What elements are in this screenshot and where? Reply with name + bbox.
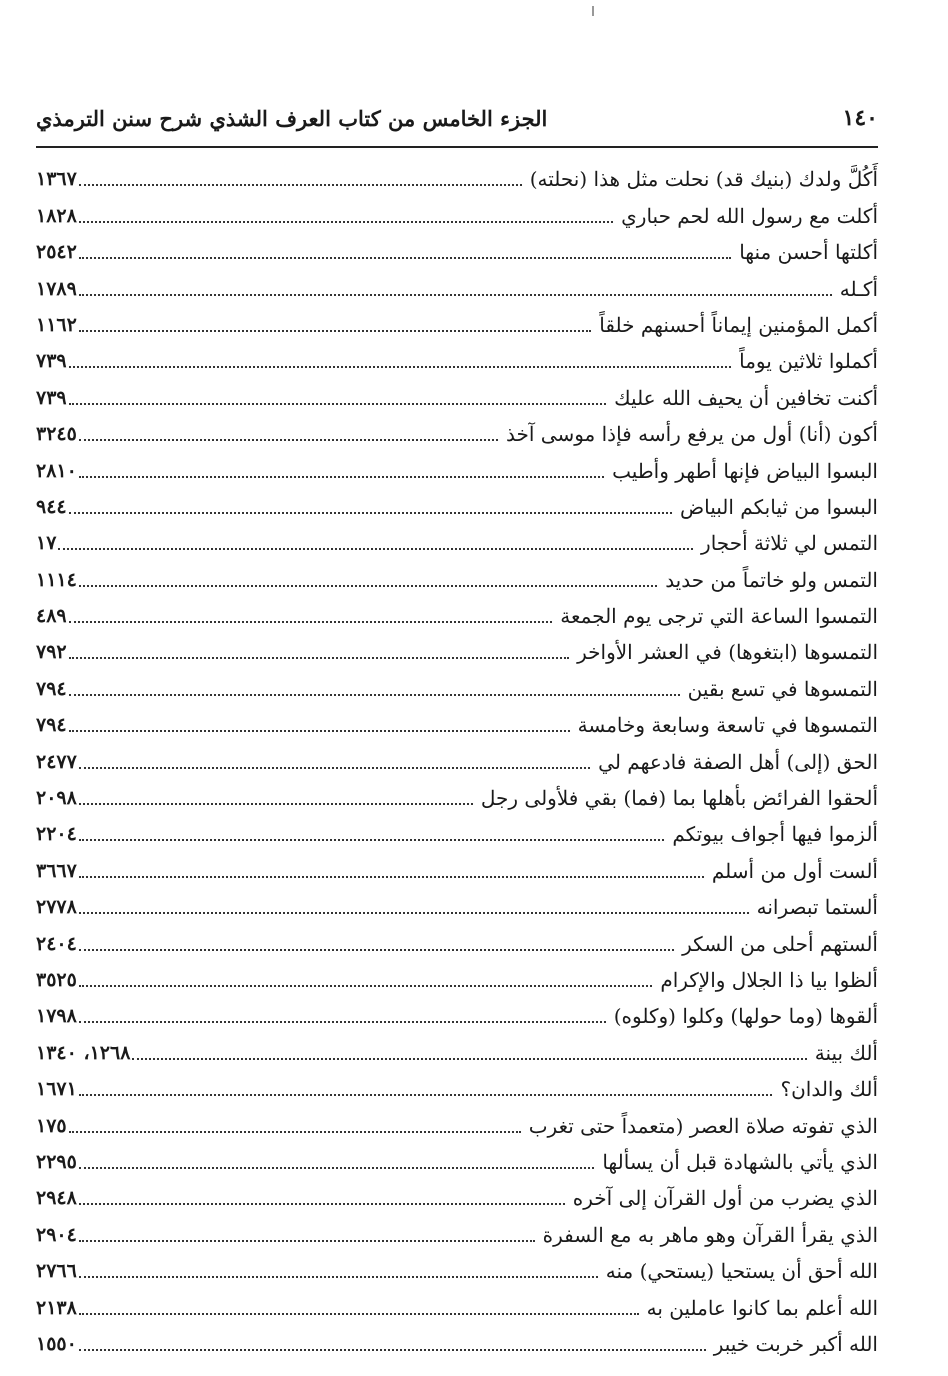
hadith-text: ألستهم أحلى من السكر [682, 931, 878, 956]
hadith-text: البسوا البياض فإنها أطهر وأطيب [612, 458, 878, 483]
page-number: ١٤٠ [842, 105, 878, 131]
hadith-number: ٧٣٩ [36, 350, 67, 373]
hadith-number: ٢٧٧٨ [36, 896, 77, 919]
dot-leader [79, 330, 591, 332]
dot-leader [79, 912, 749, 914]
hadith-text: أكمل المؤمنين إيماناً أحسنهم خلقاً [599, 312, 878, 337]
hadith-number: ٢٤٠٤ [36, 932, 77, 955]
hadith-number: ١١١٤ [36, 568, 77, 591]
hadith-text: التمس لي ثلاثة أحجار [701, 531, 878, 556]
dot-leader [79, 1349, 706, 1351]
hadith-text: التمس ولو خاتماً من حديد [665, 567, 878, 592]
hadith-text: الذي يقرأ القرآن وهو ماهر به مع السفرة [542, 1222, 878, 1247]
index-entry [36, 1033, 878, 1069]
dot-leader [79, 184, 522, 186]
hadith-text: ألستما تبصرانه [756, 895, 878, 920]
index-entry [36, 779, 878, 815]
hadith-text: الله أحق أن يستحيا (يستحي) منه [605, 1259, 878, 1284]
index-entry [36, 888, 878, 924]
hadith-number: ٢٧٦٦ [36, 1260, 77, 1283]
index-entry [36, 378, 878, 414]
index-entry [36, 488, 878, 524]
dot-leader [79, 1167, 594, 1169]
dot-leader [132, 1058, 806, 1060]
hadith-text: الذي يضرب من أول القرآن إلى آخره [572, 1186, 878, 1211]
hadith-text: ألك بينة [814, 1040, 878, 1065]
hadith-text: التمسوها في تسع بقين [687, 676, 878, 701]
index-entry [36, 815, 878, 851]
dot-leader [79, 876, 704, 878]
index-entry [36, 1288, 878, 1324]
hadith-text: أكملوا ثلاثين يوماً [739, 349, 878, 374]
index-entry [36, 669, 878, 705]
hadith-number: ٢٢٩٥ [36, 1150, 77, 1173]
hadith-number: ١٧٩٨ [36, 1005, 77, 1028]
index-entry [36, 633, 878, 669]
dot-leader [69, 694, 680, 696]
dot-leader [79, 839, 665, 841]
hadith-text: ألزموا فيها أجواف بيوتكم [672, 822, 878, 847]
index-entry [36, 1070, 878, 1106]
page-header [36, 98, 878, 138]
dot-leader [79, 585, 657, 587]
dot-leader [79, 1021, 606, 1023]
hadith-number: ٣٦٦٧ [36, 859, 77, 882]
index-entry [36, 924, 878, 960]
hadith-number: ٢٤٧٧ [36, 750, 77, 773]
index-entry [36, 306, 878, 342]
hadith-text: أَكُلَّ ولدك (بنيك قد) نحلت مثل هذا (نحلته) [529, 167, 878, 192]
hadith-number: ٣٢٤٥ [36, 423, 77, 446]
hadith-number: ١١٦٢ [36, 313, 77, 336]
index-entry [36, 706, 878, 742]
hadith-number: ٩٤٤ [36, 495, 67, 518]
hadith-number: ٢٢٠٤ [36, 823, 77, 846]
hadith-number: ١٢٦٨، ١٣٤٠ [36, 1041, 131, 1064]
dot-leader [79, 1203, 565, 1205]
dot-leader [79, 294, 832, 296]
hadith-text: ألك والدان؟ [780, 1077, 878, 1102]
hadith-number: ١٨٢٨ [36, 204, 77, 227]
index-entry [36, 269, 878, 305]
dot-leader [79, 1240, 535, 1242]
index-entry [36, 851, 878, 887]
hadith-text: الذي تفوته صلاة العصر (متعمداً حتى تغرب [528, 1113, 878, 1138]
hadith-text: التمسوا الساعة التي ترجى يوم الجمعة [560, 604, 878, 629]
hadith-number: ١٧ [36, 532, 57, 555]
hadith-text: البسوا من ثيابكم البياض [679, 494, 878, 519]
hadith-text: ألقوها (وما حولها) وكلوا (وكلوه) [613, 1004, 878, 1029]
dot-leader [79, 985, 652, 987]
hadith-number: ٢٨١٠ [36, 459, 77, 482]
dot-leader [69, 1131, 521, 1133]
index-entry [36, 160, 878, 196]
hadith-number: ٧٩٤ [36, 714, 67, 737]
index-entry [36, 1325, 878, 1361]
stray-ink-mark [592, 6, 594, 16]
dot-leader [79, 1313, 639, 1315]
hadith-text: أكلت مع رسول الله لحم حباري [621, 203, 878, 228]
hadith-index-list [36, 160, 878, 1361]
index-entry [36, 560, 878, 596]
index-entry [36, 342, 878, 378]
hadith-number: ٢١٣٨ [36, 1296, 77, 1319]
hadith-number: ٢٩٤٨ [36, 1187, 77, 1210]
hadith-text: الله أكبر خربت خيبر [713, 1331, 878, 1356]
dot-leader [69, 621, 553, 623]
hadith-text: أكون (أنا) أول من يرفع رأسه فإذا موسى آخذ [506, 422, 878, 447]
hadith-number: ٢٩٠٤ [36, 1223, 77, 1246]
hadith-text: ألحقوا الفرائض بأهلها بما (فما) بقي فلأولى رجل [480, 786, 878, 811]
index-entry [36, 524, 878, 560]
index-entry [36, 961, 878, 997]
dot-leader [58, 548, 693, 550]
dot-leader [79, 221, 613, 223]
hadith-number: ١٧٨٩ [36, 277, 77, 300]
dot-leader [79, 439, 498, 441]
dot-leader [79, 1094, 773, 1096]
dot-leader [79, 767, 590, 769]
index-entry [36, 196, 878, 232]
hadith-text: ألظوا بيا ذا الجلال والإكرام [660, 967, 878, 992]
index-entry [36, 1106, 878, 1142]
hadith-number: ٣٥٢٥ [36, 968, 77, 991]
hadith-text: ألست أول من أسلم [711, 858, 878, 883]
dot-leader [79, 1276, 598, 1278]
index-entry [36, 997, 878, 1033]
hadith-text: أكـله [839, 276, 878, 301]
hadith-text: أكلتها أحسن منها [739, 240, 878, 265]
hadith-number: ١٣٦٧ [36, 168, 77, 191]
dot-leader [69, 403, 607, 405]
hadith-number: ١٥٥٠ [36, 1332, 77, 1355]
index-entry [36, 597, 878, 633]
hadith-text: التمسوها في تاسعة وسابعة وخامسة [577, 713, 878, 738]
hadith-text: الحق (إلى) أهل الصفة فادعهم لي [598, 749, 878, 774]
hadith-number: ٧٩٤ [36, 677, 67, 700]
index-entry [36, 1252, 878, 1288]
dot-leader [79, 257, 731, 259]
hadith-number: ٧٣٩ [36, 386, 67, 409]
index-entry [36, 233, 878, 269]
hadith-text: الله أعلم بما كانوا عاملين به [646, 1295, 878, 1320]
dot-leader [69, 657, 570, 659]
hadith-text: التمسوها (ابتغوها) في العشر الأواخر [577, 640, 878, 665]
hadith-number: ١٧٥ [36, 1114, 67, 1137]
index-entry [36, 451, 878, 487]
dot-leader [79, 803, 473, 805]
dot-leader [69, 512, 672, 514]
hadith-number: ١٦٧١ [36, 1078, 77, 1101]
dot-leader [69, 730, 570, 732]
hadith-number: ٤٨٩ [36, 605, 67, 628]
dot-leader [79, 949, 674, 951]
hadith-text: أكنت تخافين أن يحيف الله عليك [614, 385, 878, 410]
index-entry [36, 415, 878, 451]
index-entry [36, 1179, 878, 1215]
running-title: الجزء الخامس من كتاب العرف الشذي شرح سنن الترمذي [36, 105, 548, 131]
hadith-number: ٧٩٢ [36, 641, 67, 664]
index-entry [36, 1143, 878, 1179]
dot-leader [79, 476, 604, 478]
dot-leader [69, 366, 731, 368]
hadith-text: الذي يأتي بالشهادة قبل أن يسألها [602, 1149, 878, 1174]
hadith-number: ٢٥٤٢ [36, 241, 77, 264]
index-entry [36, 1215, 878, 1251]
header-divider [36, 146, 878, 148]
index-entry [36, 742, 878, 778]
hadith-number: ٢٠٩٨ [36, 787, 77, 810]
